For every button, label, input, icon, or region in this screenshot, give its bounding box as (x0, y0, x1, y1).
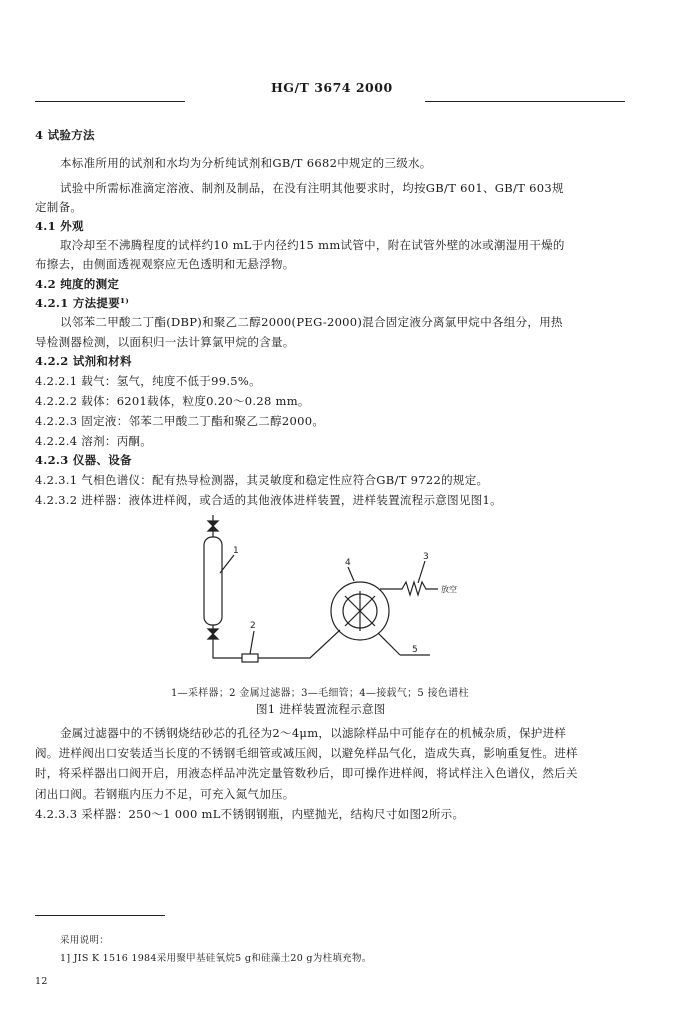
item-4-2-2-2: 4.2.2.2 载体：6201载体，粒度0.20～0.28 mm。 (35, 394, 310, 408)
item-4-2-3-2: 4.2.3.2 进样器：液体进样阀，或合适的其他液体进样装置，进样装置流程示意图见图1。 (35, 493, 502, 507)
item-4-2-2-3: 4.2.2.3 固定液：邻苯二甲酸二丁酯和聚乙二醇2000。 (35, 414, 325, 428)
sampler-cylinder (204, 537, 222, 625)
section-4-1-paragraph-a: 取冷却至不沸腾程度的试样约10 mL于内径约15 mm试管中，附在试管外壁的冰或潮湿用干燥的 (60, 238, 565, 252)
fig-label-4: 4 (345, 558, 351, 568)
section-4-heading: 4 试验方法 (35, 128, 95, 142)
body-paragraph-line-1: 金属过滤器中的不锈钢烧结砂芯的孔径为2～4μm，以滤除样品中可能存在的机械杂质，保护进样 (60, 726, 567, 740)
capillary-tube (380, 582, 438, 595)
fig-label-2: 2 (250, 621, 256, 631)
section-4-1-heading: 4.1 外观 (35, 219, 84, 233)
body-paragraph-line-4: 闭出口阀。若钢瓶内压力不足，可充入氮气加压。 (35, 787, 295, 801)
header-rule-right (425, 101, 625, 102)
item-4-2-2-4: 4.2.2.4 溶剂：丙酮。 (35, 434, 153, 448)
page-header-title: HG/T 3674 2000 (271, 80, 393, 95)
section-4-2-heading: 4.2 纯度的测定 (35, 277, 120, 291)
body-paragraph-line-2: 阀。进样阀出口安装适当长度的不锈钢毛细管或减压阀，以避免样品气化，造成失真，影响重复性。进样 (35, 746, 578, 760)
footnote-title: 采用说明： (60, 935, 110, 946)
page-number: 12 (35, 976, 48, 987)
section-4-1-paragraph-b: 布擦去，由侧面透视观察应无色透明和无悬浮物。 (35, 257, 295, 271)
line-to-valve (258, 630, 340, 658)
figure-1-diagram (190, 515, 480, 675)
item-4-2-3-3: 4.2.3.3 采样器：250～1 000 mL不锈钢钢瓶，内壁抛光，结构尺寸如图2所示。 (35, 807, 465, 821)
fig-label-3: 3 (423, 552, 429, 562)
section-4-paragraph-2b: 定制备。 (35, 200, 83, 214)
section-4-2-1-paragraph-b: 导检测器检测，以面积归一法计算氯甲烷的含量。 (35, 335, 295, 349)
header-rule-left (35, 101, 185, 102)
section-4-paragraph-2a: 试验中所需标准滴定溶液、制剂及制品，在没有注明其他要求时，均按GB/T 601、GB/T 603规 (60, 181, 564, 195)
footnote-rule (35, 915, 165, 916)
section-4-2-3-heading: 4.2.3 仪器、设备 (35, 453, 132, 467)
figure-1-caption: 图1 进样装置流程示意图 (256, 702, 386, 716)
section-4-2-1-heading: 4.2.1 方法提要¹⁾ (35, 296, 130, 310)
metal-filter (242, 654, 258, 662)
sample-line (213, 639, 242, 658)
section-4-2-2-heading: 4.2.2 试剂和材料 (35, 354, 132, 368)
section-4-paragraph-1: 本标准所用的试剂和水均为分析纯试剂和GB/T 6682中规定的三级水。 (60, 156, 432, 170)
section-4-2-1-paragraph-a: 以邻苯二甲酸二丁酯(DBP)和聚乙二醇2000(PEG-2000)混合固定液分离氯甲烷中各组分，用热 (60, 315, 563, 329)
footnote-text: 1] JIS K 1516 1984采用聚甲基硅氧烷5 g和硅藻土20 g为柱填充物。 (60, 953, 372, 964)
item-4-2-3-1: 4.2.3.1 气相色谱仪：配有热导检测器，其灵敏度和稳定性应符合GB/T 9722的规定。 (35, 473, 489, 487)
body-paragraph-line-3: 时，将采样器出口阀开启，用液态样品冲洗定量管数秒后，即可操作进样阀，将试样注入色谱仪，然后关 (35, 766, 578, 780)
fig-vent-label: 放空 (441, 585, 457, 594)
fig-label-5: 5 (412, 645, 418, 655)
fig-label-1: 1 (233, 546, 239, 556)
item-4-2-2-1: 4.2.2.1 载气：氢气，纯度不低于99.5%。 (35, 374, 261, 388)
figure-1-legend: 1—采样器；2 金属过滤器；3—毛细管；4—接载气；5 接色谱柱 (171, 688, 469, 699)
